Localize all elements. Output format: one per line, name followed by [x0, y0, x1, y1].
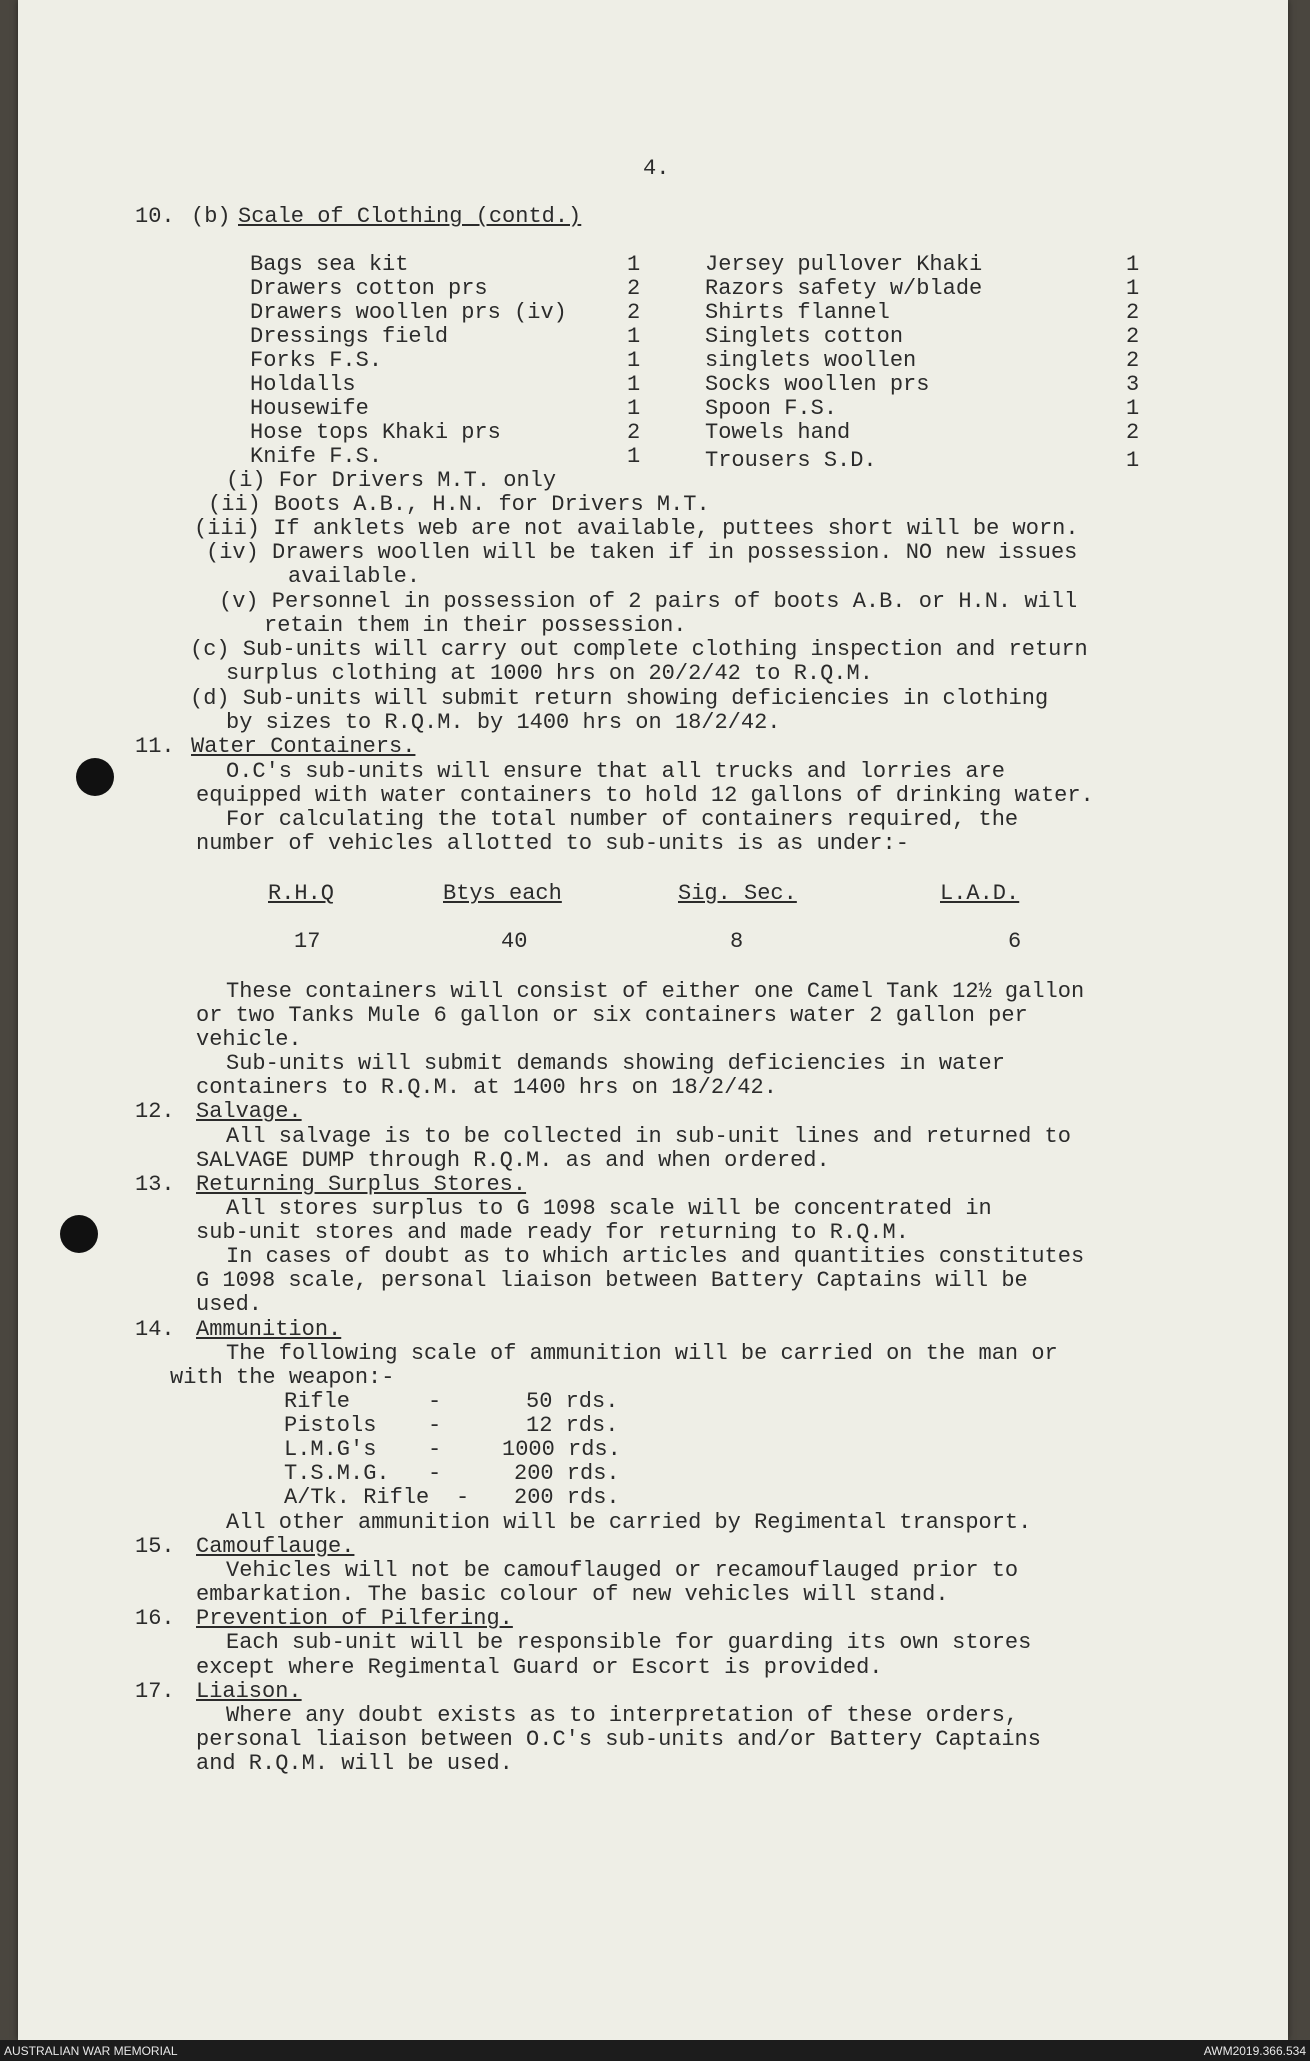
body-line: Vehicles will not be camouflauged or recamouflauged prior to	[226, 1558, 1019, 1583]
ammo-weapon: Rifle	[284, 1389, 351, 1414]
body-line: Where any doubt exists as to interpretation of these orders,	[226, 1703, 1019, 1728]
body-line: sub-unit stores and made ready for returning to R.Q.M.	[196, 1220, 909, 1245]
note-line: (v) Personnel in possession of 2 pairs of boots A.B. or H.N. will	[219, 589, 1078, 614]
body-line: For calculating the total number of containers required, the	[226, 807, 1019, 832]
body-line: All other ammunition will be carried by Regimental transport.	[226, 1510, 1032, 1535]
ammo-qty: 200 rds.	[514, 1461, 620, 1486]
footer-source: AUSTRALIAN WAR MEMORIAL	[4, 2044, 178, 2058]
punch-hole-top	[76, 758, 114, 796]
body-line: embarkation. The basic colour of new vehicles will stand.	[196, 1582, 949, 1607]
ammo-dash: -	[428, 1389, 442, 1414]
clothing-qty: 1	[627, 396, 641, 421]
table-header: L.A.D.	[940, 881, 1020, 906]
clothing-item: Housewife	[250, 396, 369, 421]
clothing-qty: 2	[1126, 300, 1140, 325]
ammo-qty: 1000 rds.	[502, 1437, 621, 1462]
section-number: 13.	[135, 1172, 175, 1197]
clothing-item: Hose tops Khaki prs	[250, 420, 501, 445]
body-line: number of vehicles allotted to sub-units is as under:-	[196, 831, 909, 856]
body-line: All salvage is to be collected in sub-unit lines and returned to	[226, 1124, 1071, 1149]
subsection-label: (b)	[191, 204, 231, 229]
clothing-qty: 2	[627, 420, 641, 445]
note-line: available.	[288, 564, 421, 589]
body-line: Sub-units will submit demands showing deficiencies in water	[226, 1051, 1005, 1076]
body-line: G 1098 scale, personal liaison between Battery Captains will be	[196, 1268, 1028, 1293]
body-line: O.C's sub-units will ensure that all trucks and lorries are	[226, 759, 1005, 784]
ammo-dash: -	[456, 1485, 470, 1510]
section-number: 15.	[135, 1534, 175, 1559]
body-line: In cases of doubt as to which articles and quantities constitutes	[226, 1244, 1085, 1269]
archive-footer	[0, 2040, 1310, 2061]
clothing-qty: 2	[1126, 324, 1140, 349]
ammo-dash: -	[428, 1461, 442, 1486]
clothing-qty: 2	[627, 276, 641, 301]
clothing-qty: 1	[1126, 276, 1140, 301]
ammo-dash: -	[428, 1437, 442, 1462]
section-number: 16.	[135, 1606, 175, 1631]
note-line: (i) For Drivers M.T. only	[226, 468, 557, 493]
section-number: 12.	[135, 1099, 175, 1124]
clothing-item: singlets woollen	[705, 348, 917, 373]
ammo-weapon: T.S.M.G.	[284, 1461, 390, 1486]
body-line: equipped with water containers to hold 12 gallons of drinking water.	[196, 783, 1094, 808]
body-line: and R.Q.M. will be used.	[196, 1751, 513, 1776]
page-number: 4.	[643, 156, 670, 181]
document-page	[18, 0, 1288, 2040]
clothing-item: Trousers S.D.	[705, 448, 877, 473]
section-number: 10.	[135, 204, 175, 229]
clothing-item: Drawers woollen prs (iv)	[250, 300, 567, 325]
table-header: Sig. Sec.	[678, 881, 797, 906]
body-line: used.	[196, 1292, 263, 1317]
body-line: vehicle.	[196, 1027, 302, 1052]
section-title: Camouflauge.	[196, 1534, 355, 1559]
clothing-item: Shirts flannel	[705, 300, 890, 325]
note-line: (iv) Drawers woollen will be taken if in possession. NO new issues	[206, 540, 1078, 565]
clothing-item: Razors safety w/blade	[705, 276, 983, 301]
table-header: Btys each	[443, 881, 562, 906]
section-number: 14.	[135, 1317, 175, 1342]
clothing-item: Dressings field	[250, 324, 449, 349]
note-line: (d) Sub-units will submit return showing deficiencies in clothing	[190, 686, 1049, 711]
section-title: Returning Surplus Stores.	[196, 1172, 527, 1197]
section-title: Prevention of Pilfering.	[196, 1606, 513, 1631]
clothing-item: Forks F.S.	[250, 348, 383, 373]
body-line: The following scale of ammunition will be carried on the man or	[226, 1341, 1058, 1366]
body-line: personal liaison between O.C's sub-units and/or Battery Captains	[196, 1727, 1041, 1752]
clothing-qty: 1	[627, 348, 641, 373]
clothing-qty: 1	[1126, 396, 1140, 421]
body-line: These containers will consist of either one Camel Tank 12½ gallon	[226, 979, 1085, 1004]
table-value: 17	[294, 929, 321, 954]
clothing-qty: 1	[1126, 448, 1140, 473]
clothing-qty: 2	[1126, 420, 1140, 445]
body-line: or two Tanks Mule 6 gallon or six containers water 2 gallon per	[196, 1003, 1028, 1028]
section-title: Water Containers.	[191, 734, 416, 759]
clothing-item: Knife F.S.	[250, 444, 383, 469]
footer-accession-number: AWM2019.366.534	[1203, 2044, 1306, 2058]
clothing-item: Spoon F.S.	[705, 396, 838, 421]
table-value: 8	[730, 929, 744, 954]
clothing-qty: 1	[627, 252, 641, 277]
ammo-qty: 50 rds.	[526, 1389, 619, 1414]
note-line: surplus clothing at 1000 hrs on 20/2/42 to R.Q.M.	[226, 661, 873, 686]
table-value: 6	[1008, 929, 1022, 954]
clothing-qty: 2	[1126, 348, 1140, 373]
section-number: 11.	[135, 734, 175, 759]
note-line: (c) Sub-units will carry out complete clothing inspection and return	[190, 637, 1088, 662]
body-line: with the weapon:-	[170, 1365, 395, 1390]
section-title: Ammunition.	[196, 1317, 342, 1342]
section-title: Salvage.	[196, 1099, 302, 1124]
note-line: by sizes to R.Q.M. by 1400 hrs on 18/2/42.	[226, 710, 781, 735]
body-line: Each sub-unit will be responsible for guarding its own stores	[226, 1630, 1032, 1655]
table-value: 40	[501, 929, 528, 954]
clothing-qty: 1	[627, 444, 641, 469]
ammo-dash: -	[428, 1413, 442, 1438]
section-title: Liaison.	[196, 1679, 302, 1704]
clothing-qty: 3	[1126, 372, 1140, 397]
clothing-qty: 1	[1126, 252, 1140, 277]
ammo-weapon: L.M.G's	[284, 1437, 377, 1462]
body-line: SALVAGE DUMP through R.Q.M. as and when ordered.	[196, 1148, 830, 1173]
note-line: retain them in their possession.	[264, 613, 687, 638]
clothing-item: Jersey pullover Khaki	[705, 252, 983, 277]
body-line: except where Regimental Guard or Escort is provided.	[196, 1655, 883, 1680]
ammo-weapon: Pistols	[284, 1413, 377, 1438]
ammo-weapon: A/Tk. Rifle	[284, 1485, 430, 1510]
clothing-item: Socks woollen prs	[705, 372, 930, 397]
clothing-qty: 1	[627, 324, 641, 349]
clothing-item: Drawers cotton prs	[250, 276, 488, 301]
punch-hole-bottom	[60, 1215, 98, 1253]
clothing-qty: 2	[627, 300, 641, 325]
ammo-qty: 200 rds.	[514, 1485, 620, 1510]
clothing-item: Towels hand	[705, 420, 851, 445]
ammo-qty: 12 rds.	[526, 1413, 619, 1438]
clothing-item: Bags sea kit	[250, 252, 409, 277]
body-line: containers to R.Q.M. at 1400 hrs on 18/2/42.	[196, 1075, 777, 1100]
note-line: (ii) Boots A.B., H.N. for Drivers M.T.	[208, 492, 710, 517]
section-number: 17.	[135, 1679, 175, 1704]
body-line: All stores surplus to G 1098 scale will be concentrated in	[226, 1196, 992, 1221]
note-line: (iii) If anklets web are not available, puttees short will be worn.	[194, 516, 1079, 541]
clothing-qty: 1	[627, 372, 641, 397]
clothing-item: Singlets cotton	[705, 324, 904, 349]
table-header: R.H.Q	[268, 881, 335, 906]
section-title: Scale of Clothing (contd.)	[238, 204, 582, 229]
clothing-item: Holdalls	[250, 372, 356, 397]
